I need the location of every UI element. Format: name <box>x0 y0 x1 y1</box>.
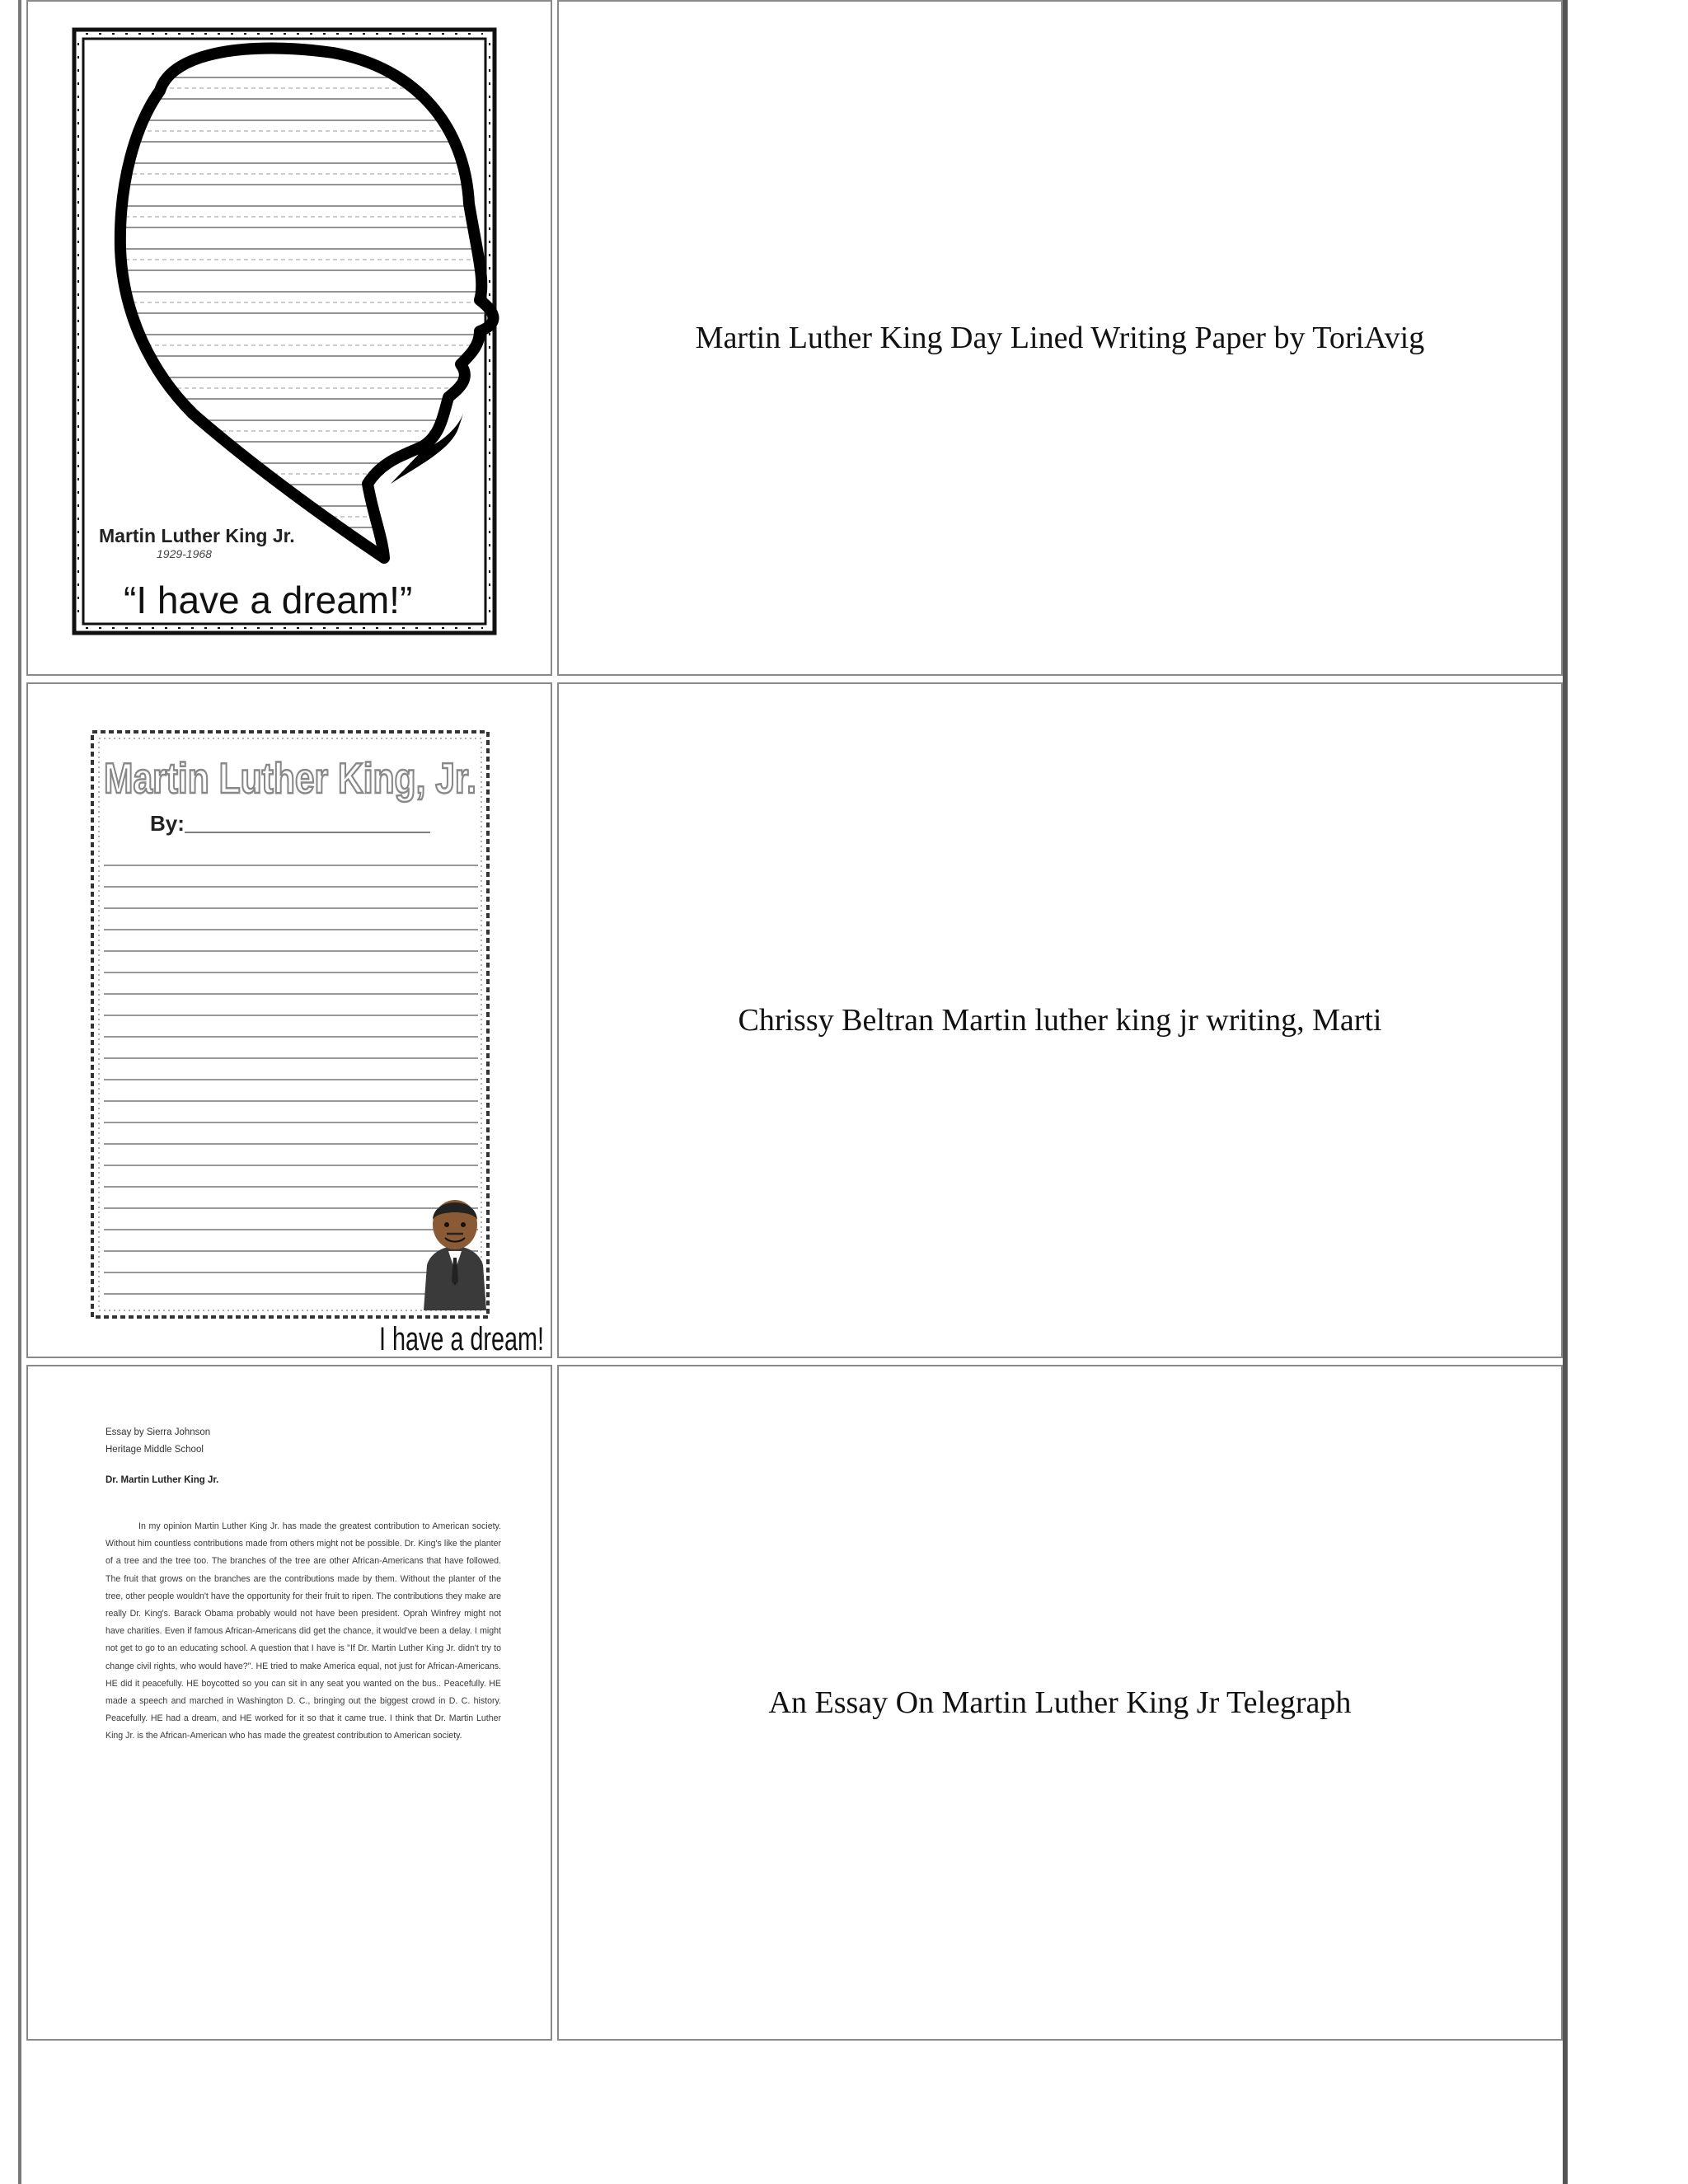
thumbnail-quote: “I have a dream!” <box>124 579 413 621</box>
result-row-1 <box>26 0 1563 677</box>
mlk-silhouette-paper-image <box>28 2 551 674</box>
page-frame-left-border <box>18 0 21 2184</box>
result-title-link[interactable]: An Essay On Martin Luther King Jr Telegraph <box>768 1685 1352 1720</box>
thumbnail-years: 1929-1968 <box>157 547 212 560</box>
paper-title: Martin Luther King, Jr. <box>104 755 476 803</box>
essay-school: Heritage Middle School <box>106 1445 204 1455</box>
result-title-link[interactable]: Chrissy Beltran Martin luther king jr writing, Marti <box>738 1003 1382 1038</box>
result-row-3 <box>26 1365 1563 2042</box>
result-row-2 <box>26 682 1563 1360</box>
essay-document <box>106 1424 501 1746</box>
page-frame-right-border <box>1563 0 1568 2184</box>
paper-footer-text: I have a dream! <box>379 1321 544 1357</box>
thumbnail-mlk-writing-paper[interactable] <box>26 682 552 1358</box>
caption-cell-2 <box>557 682 1563 1358</box>
essay-heading: Dr. Martin Luther King Jr. <box>106 1475 219 1485</box>
by-label: By: <box>150 811 185 836</box>
caption-cell-3 <box>557 1365 1563 2041</box>
essay-body: In my opinion Martin Luther King Jr. has made the greatest contribution to American society. Without him countless contributions made from others might not be possible. Dr. King's like the planter of a tree and the tree too. The branches of the tree are other African-Americans that have followed. The fruit that grows on the branches are the contributions made by them. Without the planter of the tree, other people wouldn't have the opportunity for their fruit to ripen. The contributions they make are really Dr. King's. Barack Obama probably would not have been president. Oprah Winfrey might not have charities. Even if famous African-Americans did get the chance, it would've been a delay. I might not get to go to an educating school. A question that I have is "If Dr. Martin Luther King Jr. didn't try to change civil rights, who would have?". HE tried to make America equal, not just for African-Americans. HE did it peacefully. HE boycotted so you can sit in any seat you wanted on the bus.. Peacefully. HE made a speech and marched in Washington D. C., bringing out the biggest crowd in D. C. history. Peacefully. HE had a dream, and HE worked for it so that it came true. I think that Dr. Martin Luther King Jr. is the African-American who has made the greatest contribution to American society. <box>106 1521 501 1741</box>
essay-author: Essay by Sierra Johnson <box>106 1427 211 1437</box>
thumbnail-essay-document[interactable] <box>26 1365 552 2041</box>
mlk-writing-paper-image <box>28 684 551 1357</box>
thumbnail-mlk-silhouette-paper[interactable] <box>26 0 552 676</box>
thumbnail-name-line: Martin Luther King Jr. <box>99 525 295 546</box>
result-title-link[interactable]: Martin Luther King Day Lined Writing Paper by ToriAvig <box>695 321 1425 355</box>
caption-cell-1 <box>557 0 1563 676</box>
mlk-cartoon-icon <box>424 1200 486 1310</box>
